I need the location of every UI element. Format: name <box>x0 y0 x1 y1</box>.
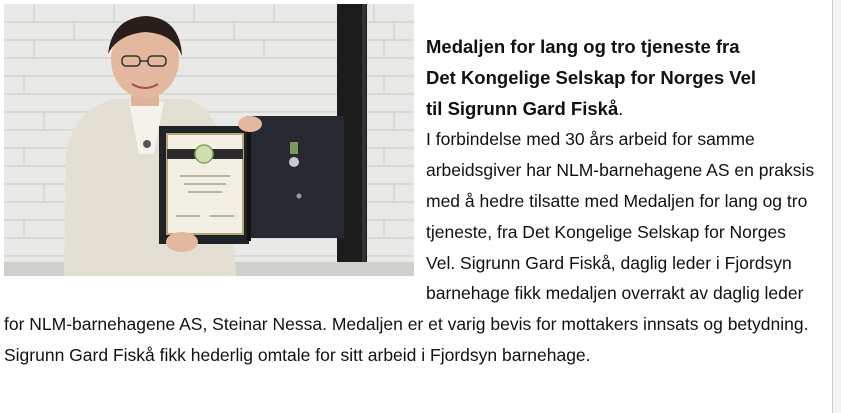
page-edge <box>833 0 841 413</box>
title-line-2: Det Kongelige Selskap for Norges Vel <box>426 66 757 88</box>
article-body: I forbindelse med 30 års arbeid for samme arbeidsgiver har NLM-barnehagene AS en praksis med å hedre tilsatte med Medaljen for lang og tro tjeneste, fra Det Kongelige Selskap for Norges Vel. Sigrunn Gard Fiskå, daglig leder i Fjordsyn barnehage fikk medaljen overrakt av daglig leder for NLM-barnehagene AS, Steinar Nessa. Medaljen er et varig bevis for mottakers innsats og betydning. Sigrunn Gard Fiskå fikk hederlig omtale for sitt arbeid i Fjordsyn barnehage. <box>4 129 815 365</box>
title-line-1: Medaljen for lang og tro tjeneste fra <box>426 36 740 57</box>
article-photo <box>4 4 414 276</box>
photo-illustration <box>4 4 414 276</box>
title-line-3: til Sigrunn Gard Fiskå <box>426 97 619 119</box>
title-period: . <box>618 98 624 119</box>
